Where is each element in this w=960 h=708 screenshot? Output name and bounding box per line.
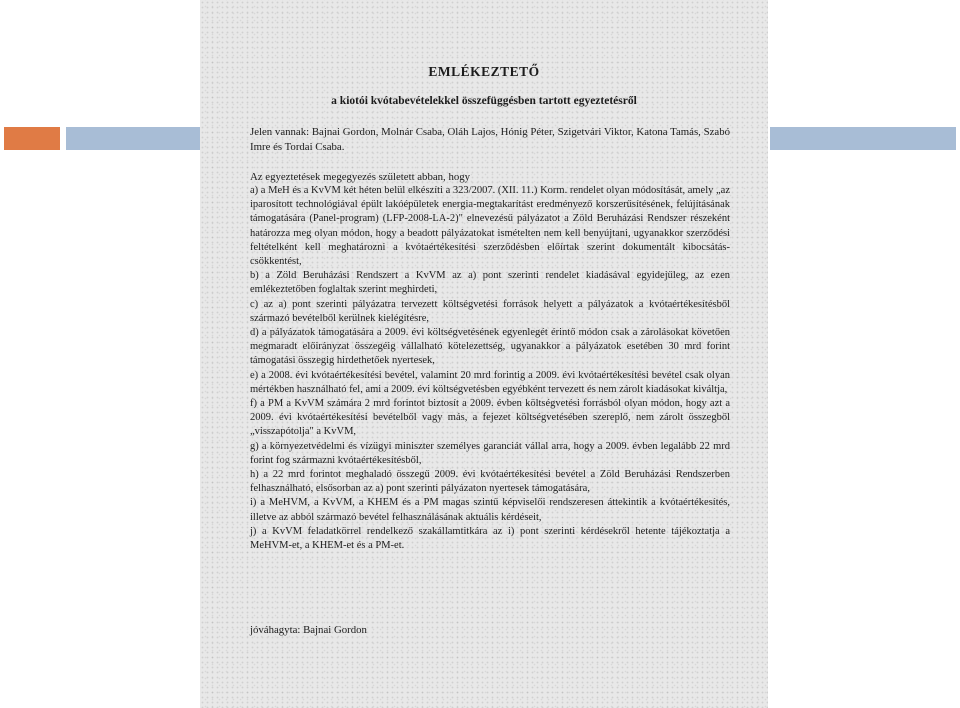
slide-accent-square <box>4 127 60 150</box>
memo-item-h: h) a 22 mrd forintot meghaladó összegű 2009. évi kvótaértékesítési bevétel a Zöld Beruházási Rendszerben felhasználható, elsősorban az a) pont szerinti pályázaton nyertesek támogatására, <box>250 469 730 495</box>
memo-title: EMLÉKEZTETŐ <box>428 64 540 79</box>
slide-band-right <box>770 127 956 150</box>
memo-attendees: Jelen vannak: Bajnai Gordon, Molnár Csaba, Oláh Lajos, Hónig Péter, Szigetvári Viktor, Katona Tamás, Szabó Imre és Tordai Csaba. <box>250 126 730 153</box>
memo-item-g: g) a környezetvédelmi és vízügyi miniszter személyes garanciát vállal arra, hogy a 2009. évben legalább 22 mrd forint fog származni kvótaértékesítésből, <box>250 440 730 466</box>
memo-item-b: b) a Zöld Beruházási Rendszert a KvVM az a) pont szerinti rendelet kiadásával egyidejűleg, az ezen emlékeztetőben foglaltak szerint meghirdeti, <box>250 270 730 296</box>
memo-subtitle: a kiotói kvótabevételekkel összefüggésben tartott egyeztetésről <box>331 95 637 107</box>
memo-item-a: a) a MeH és a KvVM két héten belül elkészíti a 323/2007. (XII. 11.) Korm. rendelet olyan módosítását, amely „az iparosított technológiával épült lakóépületek energia-megtakarítást eredményező korszerűsítésének, felújításának támogatására (Panel-program) (LFP-2008-LA-2)" elnevezésű pályázatot a Zöld Beruházási Rendszer részeként határozza meg olyan módon, hogy a beadott pályázatokat ismételten nem kell benyújtani, ugyanakkor szerződési feltételként kell meghatározni a kvótaértékesítési szerződésben előírtak szerint dokumentált kibocsátás-csökkentést, <box>250 185 730 268</box>
slide-band-left <box>66 127 200 150</box>
memo-item-c: c) az a) pont szerinti pályázatra tervezett költségvetési források helyett a pályázatok a kvótaértékesítésből származó bevételből kerülnek kielégítésre, <box>250 298 730 324</box>
memo-item-d: d) a pályázatok támogatására a 2009. évi költségvetésének egyenlegét érintő módon csak a zárolásokat követően megmaradt előirányzat összegéig vállalható kötelezettség, ugyanakkor a pályázatok esetében 30 mrd forint támogatási összegig hirdethetőek nyertesek, <box>250 327 730 367</box>
memo-item-i: i) a MeHVM, a KvVM, a KHEM és a PM magas szintű képviselői rendszeresen áttekintik a kvótaértékesítés, illetve az abból származó bevétel felhasználásának aktuális kérdéseit, <box>250 497 730 523</box>
scanned-memo-page <box>200 0 768 708</box>
memo-intro: Az egyeztetések megegyezés született abban, hogy <box>250 171 471 183</box>
memo-item-j: j) a KvVM feladatkörrel rendelkező szakállamtitkára az i) pont szerinti kérdésekről hetente tájékoztatja a MeHVM-et, a KHEM-et és a PM-et. <box>250 525 730 552</box>
memo-item-list <box>250 184 730 553</box>
memo-item-e: e) a 2008. évi kvótaértékesítési bevétel, valamint 20 mrd forintig a 2009. évi kvótaértékesítési bevétel csak olyan mértékben használható fel, ami a 2009. évi költségvetésben egyébként tervezett és nem zárolt kiadásokat kiváltja, <box>250 369 730 395</box>
memo-item-f: f) a PM a KvVM számára 2 mrd forintot biztosít a 2009. évben költségvetési forrásból olyan módon, hogy azt a 2009. évi kvótaértékesítési bevételből vagy más, a fejezet költségvetésében szereplő, nem zárolt összegből „visszapótolja" a KvVM, <box>250 398 730 438</box>
memo-approval: jóváhagyta: Bajnai Gordon <box>250 624 367 636</box>
